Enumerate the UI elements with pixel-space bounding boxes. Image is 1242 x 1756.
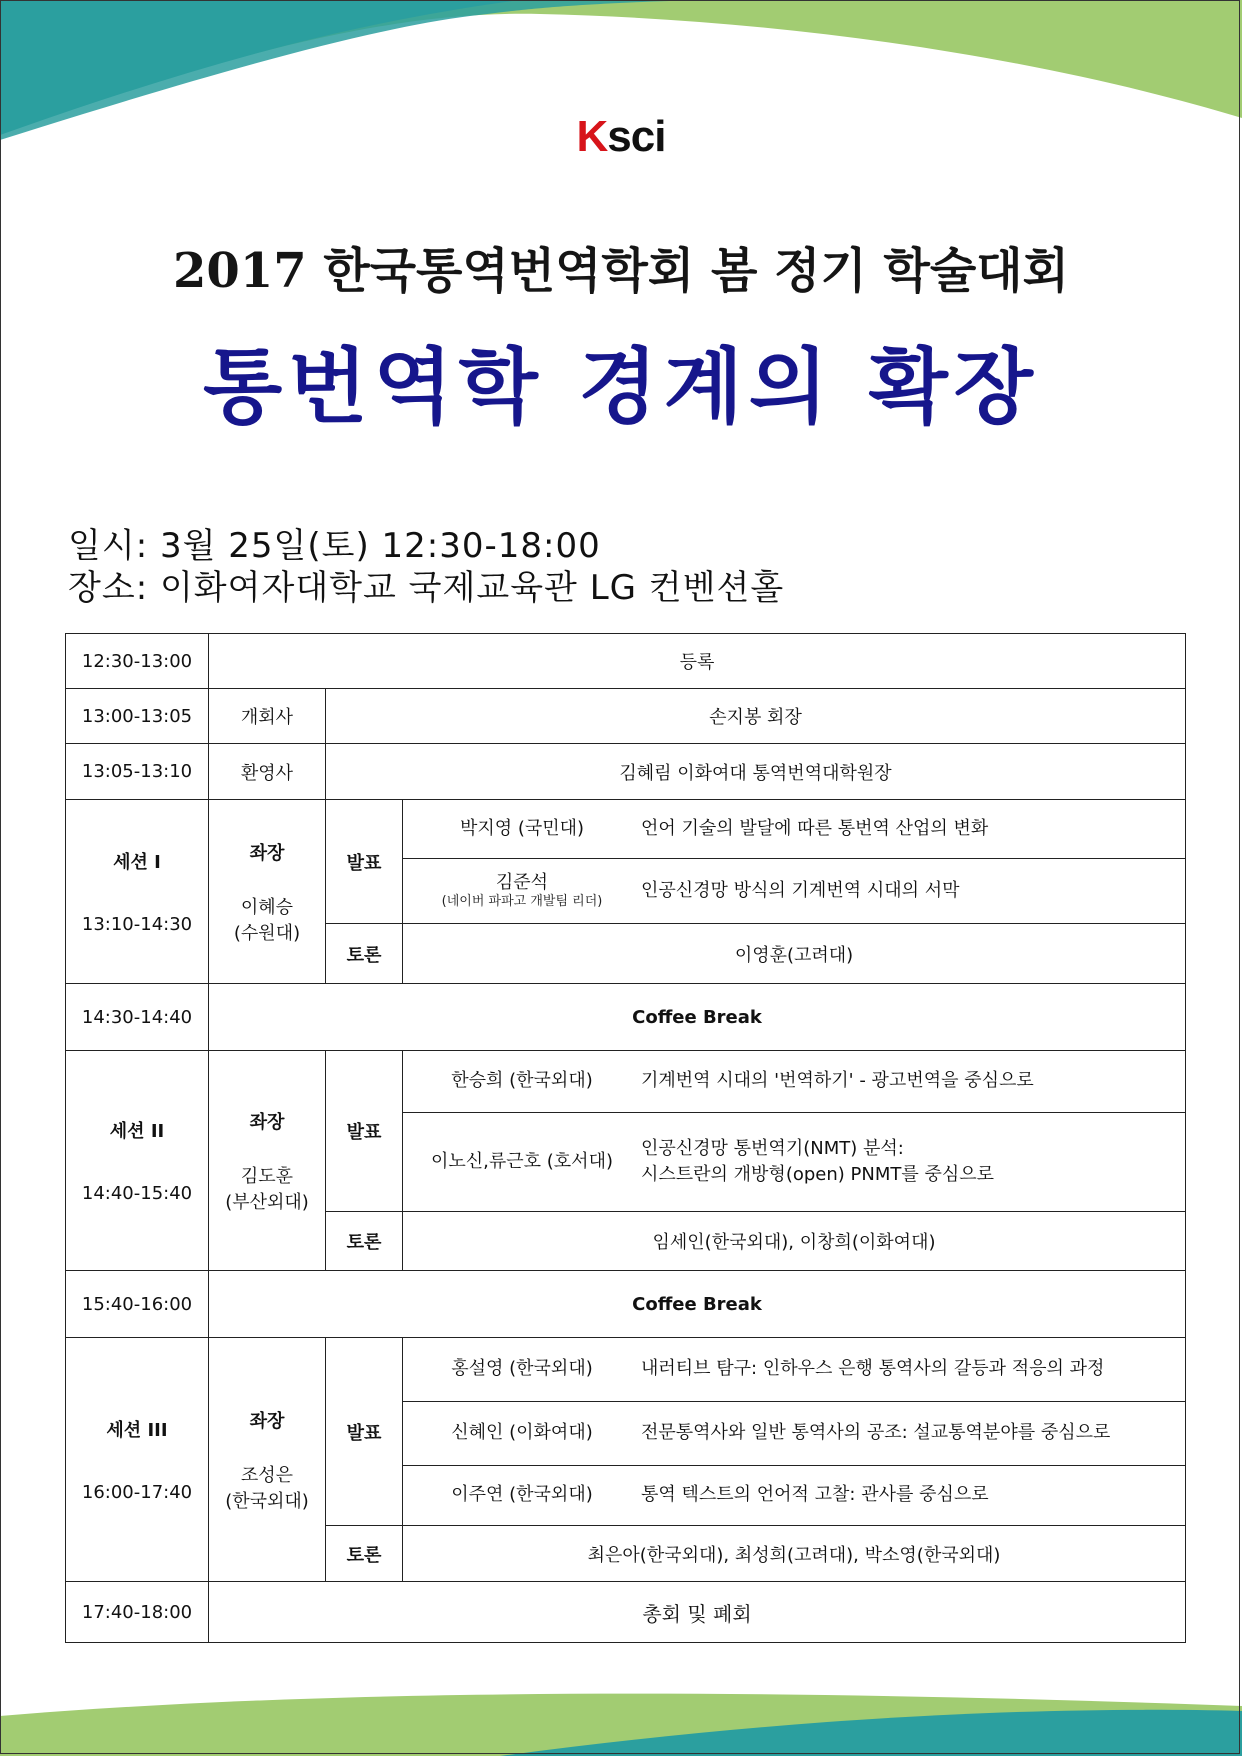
session3-info: [66, 1338, 209, 1582]
talk-title: 전문통역사와 일반 통역사의 공조: 설교통역분야를 중심으로: [641, 1422, 1111, 1444]
discussant: 최은아(한국외대), 최성희(고려대), 박소영(한국외대): [403, 1526, 1186, 1582]
talk-title: 인공신경망 방식의 기계번역 시대의 서막: [641, 879, 960, 901]
session1-chair: [209, 800, 326, 984]
table-row: [66, 1582, 1186, 1643]
chair-affiliation: (수원대): [233, 922, 301, 944]
discussant: 이영훈(고려대): [403, 924, 1186, 984]
time-cell: 13:05-13:10: [66, 744, 209, 800]
ksci-logo: Ksci: [576, 112, 666, 161]
discussion-label: 토론: [326, 924, 403, 984]
session1-name: 세션 I: [113, 852, 161, 873]
closing-cell: 총회 및 폐회: [209, 1582, 1186, 1643]
session3-chair: [209, 1338, 326, 1582]
talk-cell: [403, 1338, 1186, 1402]
table-row: [66, 1271, 1186, 1338]
talk-cell: [403, 1466, 1186, 1526]
chair-label: 좌장: [249, 1410, 285, 1432]
session1-time: 13:10-14:30: [81, 914, 193, 935]
discussant: 임세인(한국외대), 이창희(이화여대): [403, 1212, 1186, 1271]
presenter-name: 김준석: [495, 871, 549, 893]
presenter: 홍설영 (한국외대): [451, 1358, 593, 1380]
event-venue: 장소: 이화여자대학교 국제교육관 LG 컨벤션홀: [68, 568, 785, 608]
presenter: 한승희 (한국외대): [451, 1070, 593, 1092]
conference-title: 2017 한국통역번역학회 봄 정기 학술대회: [173, 243, 1069, 299]
conference-theme: 통번역학 경계의 확장: [202, 340, 1039, 435]
discussion-label: 토론: [326, 1526, 403, 1582]
talk-cell: [403, 1051, 1186, 1113]
presenter: 박지영 (국민대): [459, 817, 585, 839]
table-row: [66, 689, 1186, 744]
chair-name: 조성은: [240, 1464, 294, 1486]
table-row: [66, 1338, 1186, 1402]
session3-time: 16:00-17:40: [81, 1482, 193, 1503]
table-row: [66, 744, 1186, 800]
role-cell: 환영사: [209, 744, 326, 800]
coffee-break: Coffee Break: [209, 984, 1186, 1051]
talk-title: 내러티브 탐구: 인하우스 은행 통역사의 갈등과 적응의 과정: [641, 1358, 1105, 1380]
event-date: 일시: 3월 25일(토) 12:30-18:00: [68, 526, 601, 566]
time-cell: 14:30-14:40: [66, 984, 209, 1051]
talk-title: 통역 텍스트의 언어적 고찰: 관사를 중심으로: [641, 1484, 989, 1506]
session2-time: 14:40-15:40: [81, 1183, 193, 1204]
talk-cell: [403, 1113, 1186, 1212]
presentation-label: 발표: [326, 1338, 403, 1526]
chair-name: 이혜승: [240, 896, 294, 918]
chair-label: 좌장: [249, 1111, 285, 1133]
opening-person: 손지봉 회장: [326, 689, 1186, 744]
presentation-label: 발표: [326, 800, 403, 924]
session1-info: [66, 800, 209, 984]
talk-title: 기계번역 시대의 '번역하기' - 광고번역을 중심으로: [641, 1070, 1034, 1092]
presenter: [403, 872, 641, 911]
session2-info: [66, 1051, 209, 1271]
chair-name: 김도훈: [240, 1165, 294, 1187]
time-cell: 17:40-18:00: [66, 1582, 209, 1643]
talk-title: 언어 기술의 발달에 따른 통번역 산업의 변화: [641, 817, 989, 839]
presentation-label: 발표: [326, 1051, 403, 1212]
welcome-person: 김혜림 이화여대 통역번역대학원장: [326, 744, 1186, 800]
talk-title-line: 인공신경망 통번역기(NMT) 분석:: [641, 1137, 904, 1159]
registration-cell: 등록: [209, 634, 1186, 689]
role-cell: 개회사: [209, 689, 326, 744]
bottom-wave-decoration: [0, 1676, 1242, 1756]
discussion-label: 토론: [326, 1212, 403, 1271]
presenter: 이노신,류근호 (호서대): [431, 1150, 613, 1172]
chair-affiliation: (부산외대): [225, 1191, 309, 1213]
chair-affiliation: (한국외대): [225, 1490, 309, 1512]
talk-title-line: 시스트란의 개방형(open) PNMT를 중심으로: [641, 1164, 995, 1185]
talk-cell: [403, 859, 1186, 924]
session3-name: 세션 III: [106, 1420, 168, 1441]
time-cell: 13:00-13:05: [66, 689, 209, 744]
coffee-break: Coffee Break: [209, 1271, 1186, 1338]
talk-cell: [403, 800, 1186, 859]
presenter-affiliation: (네이버 파파고 개발팀 리더): [441, 894, 603, 910]
table-row: [66, 634, 1186, 689]
session2-name: 세션 II: [109, 1121, 165, 1142]
presenter: 신혜인 (이화여대): [451, 1422, 593, 1444]
table-row: [66, 984, 1186, 1051]
talk-cell: [403, 1402, 1186, 1466]
table-row: [66, 1051, 1186, 1113]
schedule-table: [65, 633, 1186, 1643]
table-row: [66, 800, 1186, 859]
session2-chair: [209, 1051, 326, 1271]
chair-label: 좌장: [249, 842, 285, 864]
time-cell: 15:40-16:00: [66, 1271, 209, 1338]
talk-title: [641, 1136, 1185, 1188]
time-cell: 12:30-13:00: [66, 634, 209, 689]
presenter: 이주연 (한국외대): [451, 1484, 593, 1506]
